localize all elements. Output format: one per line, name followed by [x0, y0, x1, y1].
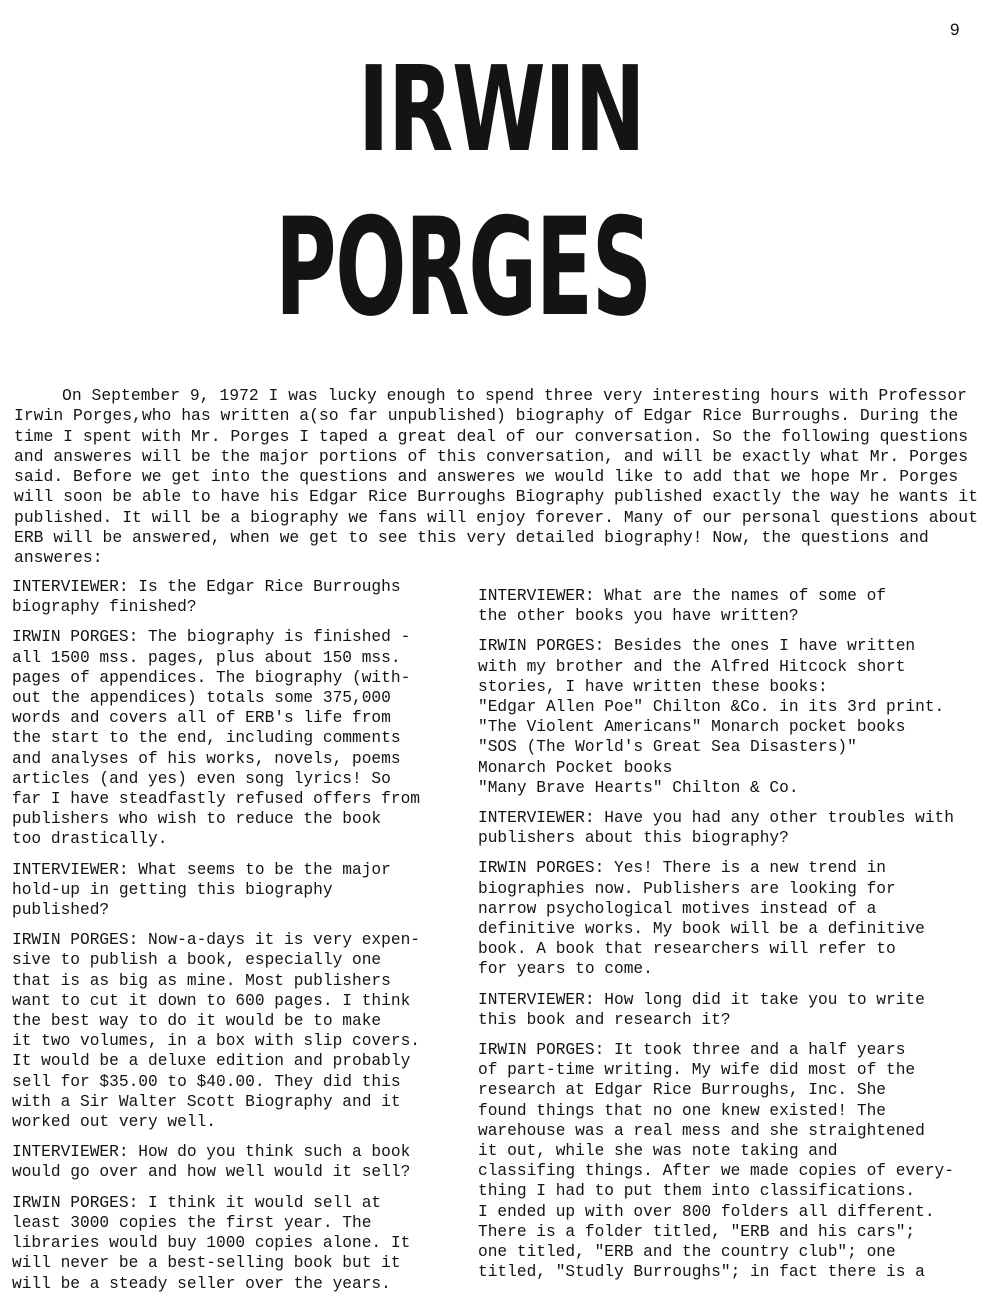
title-line-1: IRWIN — [357, 40, 645, 178]
right-paragraph-2: IRWIN PORGES: Besides the ones I have written with my brother and the Alfred Hitcock short stories, I have written these books: "Edgar Allen Poe" Chilton &Co. in its 3rd print. "The Violent Americans" Monarch pocket books "SOS (The World's Great Sea Disasters)" Monarch Pocket books "Many Brave Hearts" Chilton & Co. — [478, 637, 945, 797]
left-paragraph-2: IRWIN PORGES: The biography is finished - all 1500 mss. pages, plus about 150 mss. pages of appendices. The biography (with- out the appendices) totals some 375,000 words and covers all of ERB's life from the start to the end, including comments and analyses of his works, novels, poems articles (and yes) even song lyrics! So far I have steadfastly refused offers from publishers who wish to reduce the book too drastically. — [12, 628, 420, 849]
left-paragraph-6: IRWIN PORGES: I think it would sell at least 3000 copies the first year. The libraries would buy 1000 copies alone. It will never be a best-selling book but it will be a steady seller over the years. — [12, 1193, 411, 1293]
right-paragraph-4: IRWIN PORGES: Yes! There is a new trend in biographies now. Publishers are looking for narrow psychological motives instead of a definitive works. My book will be a definitive book. A book that researchers will refer to for years to come. — [478, 859, 925, 979]
right-paragraph-3: INTERVIEWER: Have you had any other troubles with publishers about this biography? — [478, 809, 954, 848]
right-paragraph-5: INTERVIEWER: How long did it take you to write this book and research it? — [478, 990, 925, 1029]
intro-section — [14, 386, 994, 569]
left-column — [12, 577, 457, 1304]
left-paragraph-4: IRWIN PORGES: Now-a-days it is very expen- sive to publish a book, especially one that is as big as mine. Most publishers want to cut it down to 600 pages. I think the best way to do it would be to make it two volumes, in a box with slip covers. It would be a deluxe edition and probably sell for $35.00 to $40.00. They did this with a Sir Walter Scott Biography and it worked out very well. — [12, 931, 420, 1132]
left-paragraph-5: INTERVIEWER: How do you think such a book would go over and how well would it sell? — [12, 1143, 411, 1182]
right-paragraph-6: IRWIN PORGES: It took three and a half years of part-time writing. My wife did most of the research at Edgar Rice Burroughs, Inc. She found things that no one knew existed! The warehouse was a real mess and she straightened it out, while she was note taking and classifing things. After we made copies of every- thing I had to put them into classifications. I ended up with over 800 folders all different. There is a folder titled, "ERB and his cars"; one titled, "ERB and the country club"; one titled, "Studly Burroughs"; in fact there is a — [478, 1041, 954, 1282]
left-paragraph-3: INTERVIEWER: What seems to be the major hold-up in getting this biography published? — [12, 860, 391, 920]
title-line-2: PORGES — [275, 189, 651, 346]
right-column — [478, 586, 998, 1293]
intro-paragraph: On September 9, 1972 I was lucky enough to spend three very interesting hours with Professor Irwin Porges,who has written a(so far unpublished) biography of Edgar Rice Burroughs. During the time I spent with Mr. Porges I taped a great deal of our conversation. So the following questions and answeres will be the major portions of this conversation, and will be exactly what Mr. Porges said. Before we get into the questions and answeres we would like to add that we hope Mr. Porges will soon be able to have his Edgar Rice Burroughs Biography published exactly the way he wants it published. It will be a biography we fans will enjoy forever. Many of our personal questions about ERB will be answered, when we get to see this very detailed biography! Now, the questions and answeres: — [14, 386, 978, 568]
right-paragraph-1: INTERVIEWER: What are the names of some of the other books you have written? — [478, 587, 886, 626]
page-number: 9 — [950, 20, 960, 39]
left-paragraph-1: INTERVIEWER: Is the Edgar Rice Burroughs biography finished? — [12, 578, 401, 617]
